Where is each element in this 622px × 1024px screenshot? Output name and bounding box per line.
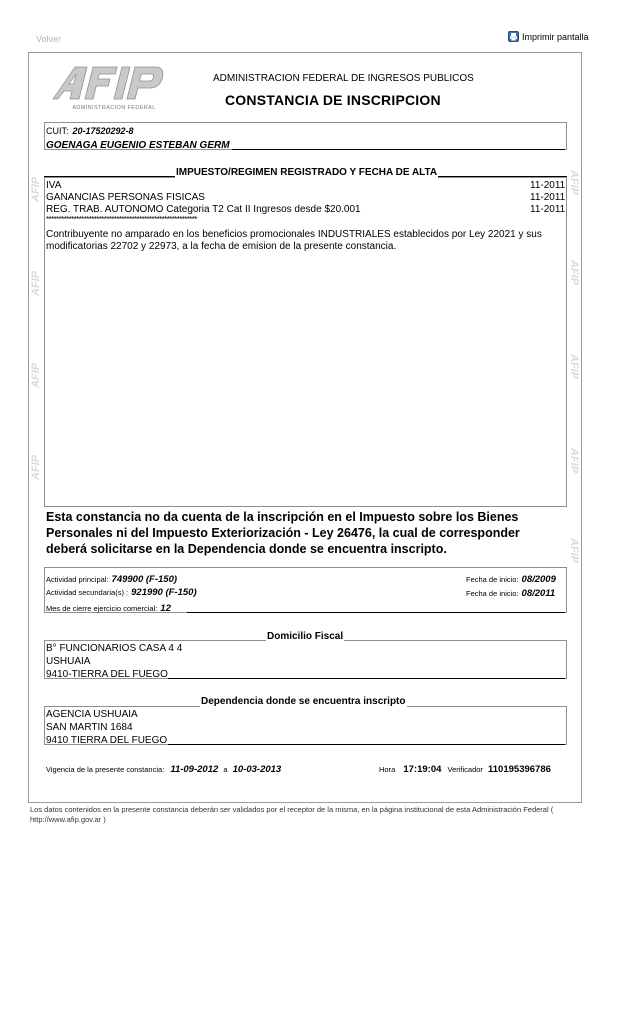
tax-item-name: GANANCIAS PERSONAS FISICAS: [46, 192, 205, 203]
fiscal-close-underline: [187, 612, 565, 613]
org-name: ADMINISTRACION FEDERAL DE INGRESOS PUBLICOS: [213, 73, 474, 84]
tax-item-date: 11-2011: [530, 180, 566, 191]
print-button[interactable]: [508, 31, 589, 42]
bienes-personales-notice: Esta constancia no da cuenta de la inscripción en el Impuesto sobre los Bienes Personales ni del Impuesto Exteriorización - Ley 26476, la cual de corresponder deberá solicitarse en la Dependencia donde se encuentra inscripto.: [46, 510, 520, 556]
secondary-activity: [46, 587, 197, 598]
afip-watermark-icon: [30, 446, 42, 482]
dependencia-line: 9410 TIERRA DEL FUEGO: [46, 735, 168, 746]
taxes-section-title: IMPUESTO/REGIMEN REGISTRADO Y FECHA DE ALTA: [176, 167, 438, 178]
dependencia-section-title: Dependencia donde se encuentra inscripto: [201, 696, 406, 707]
main-activity: [46, 574, 177, 585]
domicilio-line: USHUAIA: [46, 656, 91, 667]
afip-watermark-icon: [30, 354, 42, 390]
afip-watermark-icon: [30, 262, 42, 298]
secondary-start-value: 08/2011: [521, 588, 556, 599]
main-activity-label: Actividad principal:: [46, 575, 109, 584]
tax-item-name: IVA: [46, 180, 62, 191]
svg-text:AFIP: AFIP: [30, 176, 42, 202]
print-label: Imprimir pantalla: [522, 31, 589, 42]
svg-text:AFIP: AFIP: [30, 270, 42, 296]
secondary-start-label: Fecha de inicio:: [466, 589, 519, 598]
svg-text:AFIP: AFIP: [568, 448, 580, 474]
afip-watermark-icon: [568, 446, 580, 482]
tax-item-date: 11-2011: [530, 204, 566, 215]
hora-value: 17:19:04: [403, 764, 442, 775]
main-start-label: Fecha de inicio:: [466, 575, 519, 584]
validity: [46, 764, 281, 775]
main-activity-value: 749900 (F-150): [111, 574, 178, 585]
domicilio-underline: [168, 678, 565, 679]
domicilio-line: B° FUNCIONARIOS CASA 4 4: [46, 643, 183, 654]
domicilio-line: 9410-TIERRA DEL FUEGO: [46, 669, 168, 680]
separator-stars: ************************************************************: [46, 215, 197, 224]
hora-label: Hora: [379, 765, 396, 774]
fiscal-close: [46, 603, 171, 614]
fiscal-close-value: 12: [160, 603, 171, 614]
main-start-value: 08/2009: [521, 574, 556, 585]
page-title: CONSTANCIA DE INSCRIPCION: [225, 92, 441, 108]
afip-watermark-icon: [568, 258, 580, 294]
svg-text:AFIP: AFIP: [568, 170, 580, 196]
time-verifier: [379, 764, 551, 775]
promo-note: Contribuyente no amparado en los beneficios promocionales INDUSTRIALES establecidos por Ley 22021 y sus modificatorias 22702 y 22973, a la fecha de emision de la presente constancia.: [46, 229, 542, 252]
top-bar: [0, 0, 622, 50]
validity-from: 11-09-2012: [170, 764, 219, 775]
secondary-activity-start: [466, 588, 555, 599]
afip-watermark-icon: [568, 352, 580, 388]
fiscal-close-label: Mes de cierre ejercicio comercial:: [46, 604, 158, 613]
dependencia-line: AGENCIA USHUAIA: [46, 709, 138, 720]
cuit-line: [46, 126, 134, 136]
secondary-activity-value: 921990 (F-150): [131, 587, 197, 598]
svg-text:AFIP: AFIP: [30, 454, 42, 480]
name-underline: [232, 149, 565, 150]
back-link[interactable]: Volver: [36, 34, 62, 44]
validity-separator: a: [223, 765, 228, 774]
cuit-value: 20-17520292-8: [72, 126, 134, 136]
tax-item-name: REG. TRAB. AUTONOMO Categoria T2 Cat II Ingresos desde $20.001: [46, 204, 361, 215]
svg-text:AFIP: AFIP: [568, 354, 580, 380]
svg-text:ADMINISTRACION FEDERAL: ADMINISTRACION FEDERAL: [72, 105, 156, 111]
taxpayer-name: GOENAGA EUGENIO ESTEBAN GERM: [46, 140, 230, 151]
verificador-value: 110195396786: [488, 764, 551, 775]
afip-watermark-icon: [568, 168, 580, 204]
main-activity-start: [466, 574, 556, 585]
afip-logo: [44, 63, 186, 113]
domicilio-section-title: Domicilio Fiscal: [267, 631, 344, 642]
verificador-label: Verificador: [447, 765, 483, 774]
tax-item-date: 11-2011: [530, 192, 566, 203]
validity-label: Vigencia de la presente constancia:: [46, 765, 165, 774]
taxes-box: [44, 177, 567, 507]
validity-to: 10-03-2013: [232, 764, 282, 775]
svg-text:AFIP: AFIP: [30, 362, 42, 388]
cuit-label: CUIT:: [46, 126, 69, 136]
printer-icon: [508, 31, 519, 42]
dependencia-line: SAN MARTIN 1684: [46, 722, 133, 733]
svg-text:AFIP: AFIP: [568, 538, 580, 564]
afip-watermark-icon: [30, 168, 42, 204]
dependencia-underline: [168, 744, 565, 745]
secondary-activity-label: Actividad secundaria(s) :: [46, 588, 129, 597]
svg-text:AFIP: AFIP: [568, 260, 580, 286]
afip-watermark-icon: [568, 536, 580, 572]
footer-disclaimer: Los datos contenidos en la presente constancia deberán ser validados por el receptor de la misma, en la página institucional de esta Administración Federal ( http://www.afip.gov.ar ): [30, 805, 554, 824]
